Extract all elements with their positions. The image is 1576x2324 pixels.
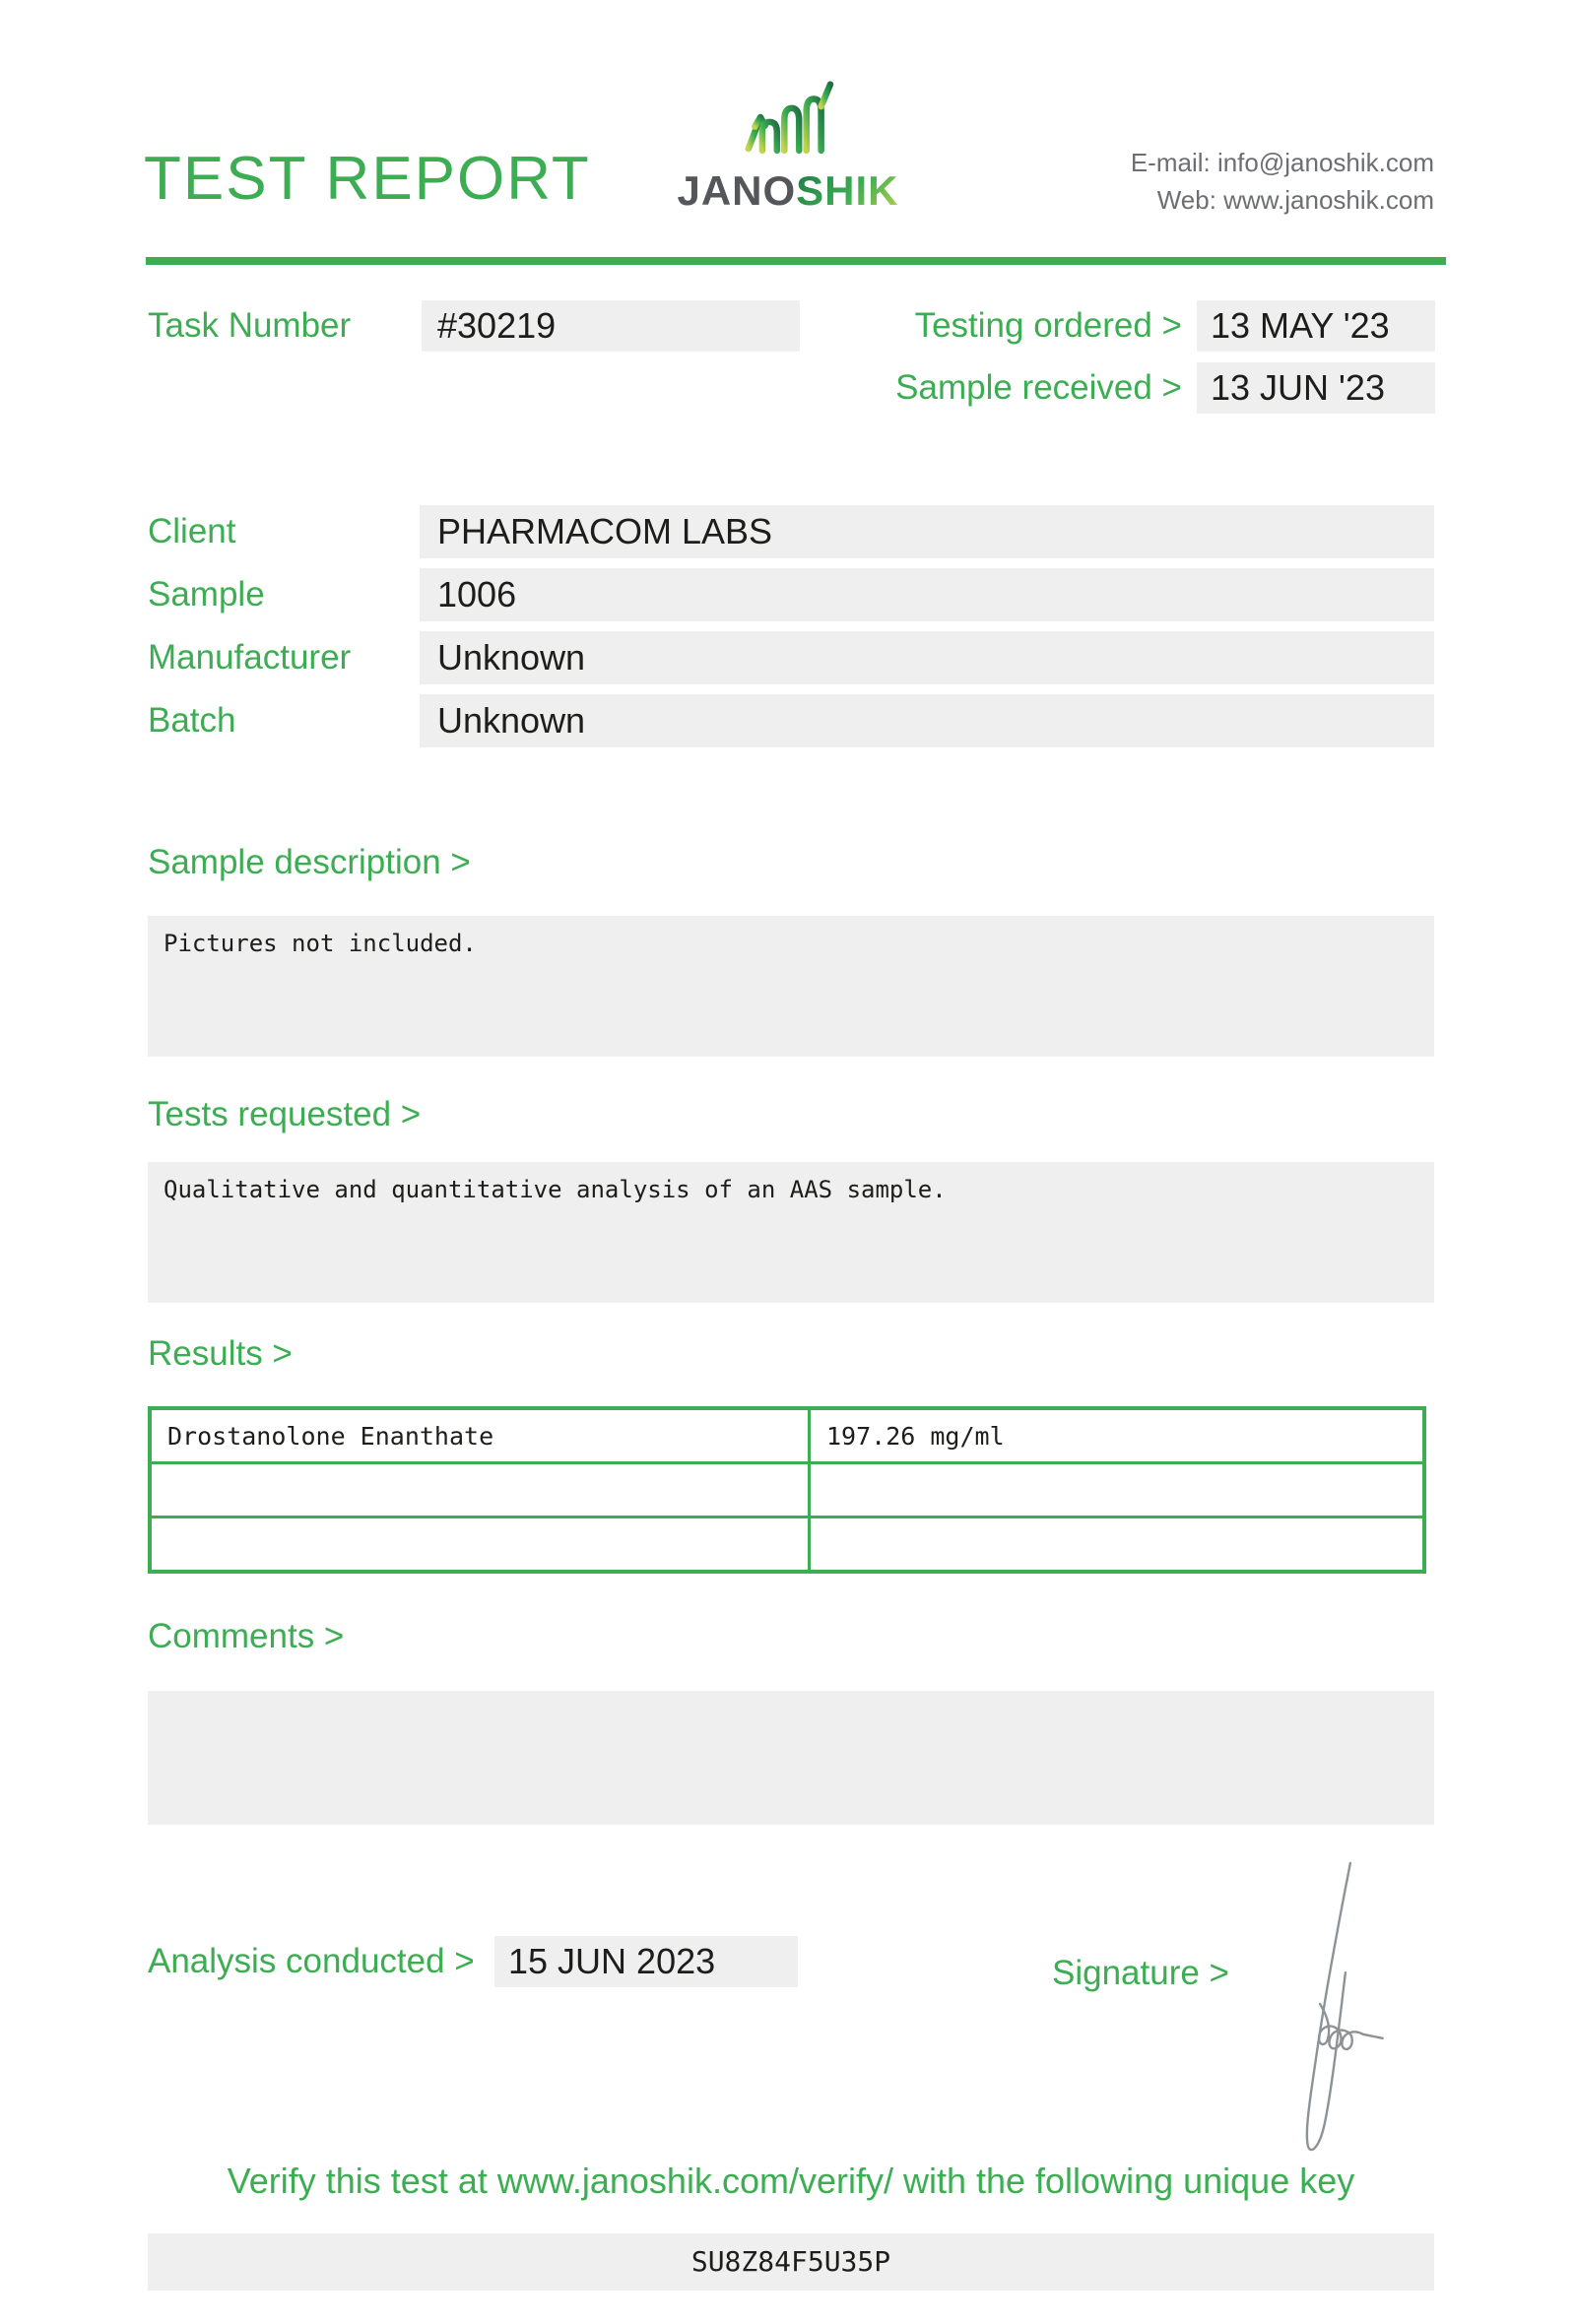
tests-requested-heading: Tests requested > [148,1095,422,1133]
client-label: Client [148,512,236,550]
result-value [810,1463,1425,1517]
result-analyte: Drostanolone Enanthate [150,1408,810,1463]
result-row [150,1408,1424,1463]
logo-wordmark-dark: JANO [677,167,797,214]
info-row-client [148,505,1434,558]
sample-description-heading: Sample description > [148,843,471,881]
result-analyte [150,1517,810,1573]
info-row-manufacturer [148,631,1434,684]
batch-value: Unknown [420,694,1434,747]
task-number-value: #30219 [422,300,800,352]
client-value: PHARMACOM LABS [420,505,1434,558]
logo-wordmark [640,167,936,215]
sample-value: 1006 [420,568,1434,621]
result-row [150,1463,1424,1517]
logo-wordmark-green: SHIK [796,167,899,214]
result-row [150,1517,1424,1573]
testing-ordered-value: 13 MAY '23 [1197,300,1435,352]
batch-label: Batch [148,701,236,740]
logo-chart-icon [741,79,835,161]
verify-key: SU8Z84F5U35P [690,2245,891,2278]
manufacturer-label: Manufacturer [148,638,352,677]
signature-label: Signature > [1052,1954,1229,1992]
analysis-conducted-label: Analysis conducted > [148,1942,475,1980]
results-table [148,1406,1426,1574]
manufacturer-value: Unknown [420,631,1434,684]
contact-web: Web: www.janoshik.com [1156,185,1434,215]
result-value [810,1517,1425,1573]
comments-heading: Comments > [148,1617,345,1655]
sample-description-box: Pictures not included. [148,916,1434,1057]
results-heading: Results > [148,1334,293,1373]
comments-box [148,1691,1434,1825]
sample-received-value: 13 JUN '23 [1197,362,1435,414]
sample-received-label: Sample received > [895,368,1182,407]
signature-image [1266,1857,1396,2161]
analysis-conducted-value: 15 JUN 2023 [494,1936,798,1987]
header-divider [146,257,1446,265]
sample-label: Sample [148,575,265,613]
tests-requested-box: Qualitative and quantitative analysis of an AAS sample. [148,1162,1434,1303]
verify-instruction: Verify this test at www.janoshik.com/verify/ with the following unique key [227,2161,1355,2201]
info-row-sample [148,568,1434,621]
task-number-label: Task Number [148,306,352,345]
result-analyte [150,1463,810,1517]
page-title: TEST REPORT [144,145,591,213]
testing-ordered-label: Testing ordered > [914,306,1182,345]
result-value: 197.26 mg/ml [810,1408,1425,1463]
verify-key-box [148,2233,1434,2291]
info-row-batch [148,694,1434,747]
contact-block [1131,144,1434,219]
contact-email: E-mail: info@janoshik.com [1130,148,1434,177]
